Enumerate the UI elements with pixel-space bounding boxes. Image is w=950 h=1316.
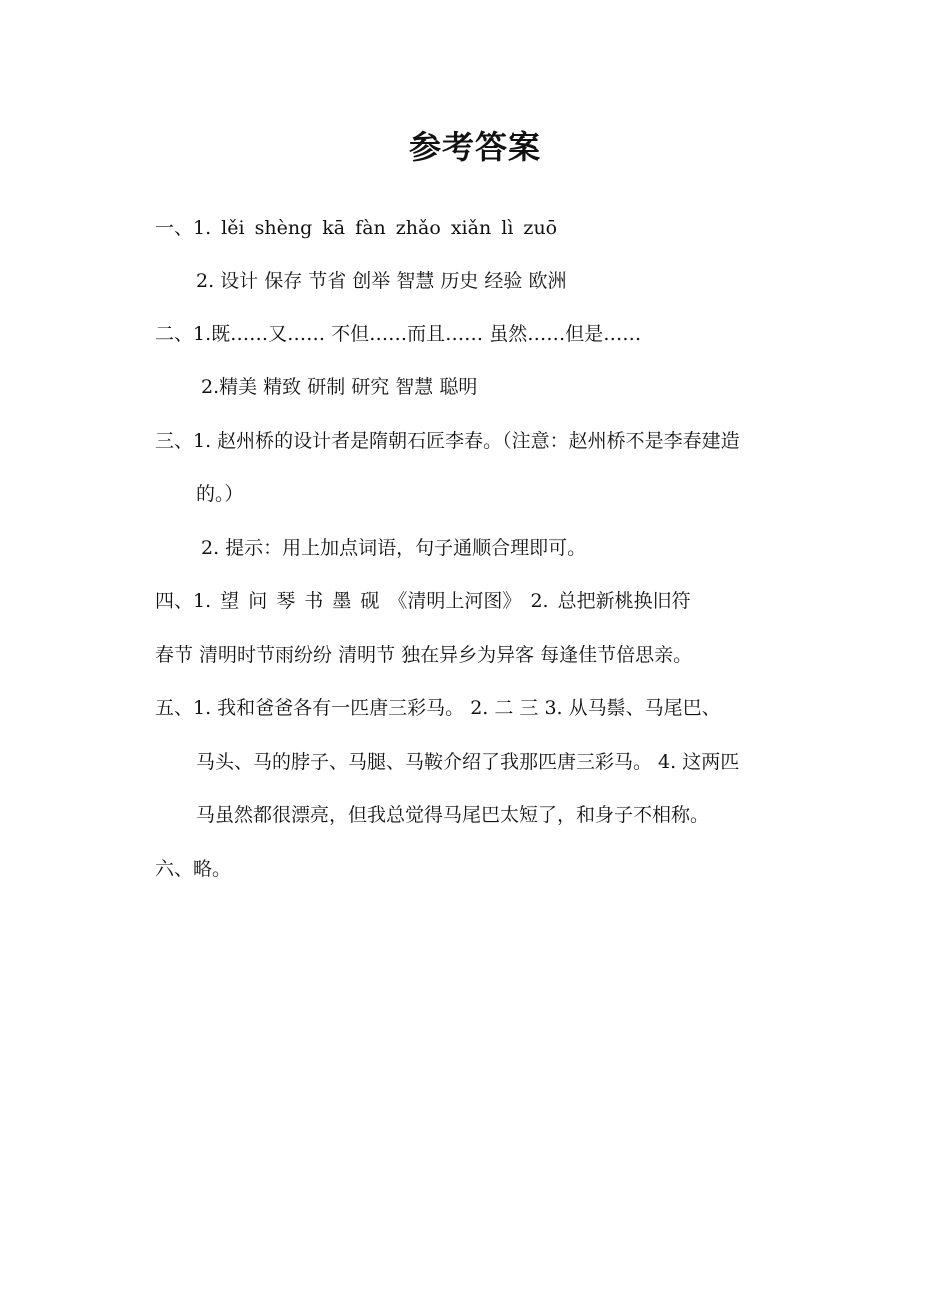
answer-line-3: 二、1.既……又…… 不但……而且…… 虽然……但是……: [155, 323, 642, 345]
answer-line-7: 2. 提示：用上加点词语，句子通顺合理即可。: [201, 537, 587, 559]
answer-line-9: 春节 清明时节雨纷纷 清明节 独在异乡为异客 每逢佳节倍思亲。: [155, 644, 693, 666]
answer-line-1: 一、1. lěi shèng kā fàn zhǎo xiǎn lì zuō: [155, 217, 558, 239]
answer-line-8: 四、1. 望 问 琴 书 墨 砚 《清明上河图》 2. 总把新桃换旧符: [155, 590, 691, 612]
answer-line-5: 三、1. 赵州桥的设计者是隋朝石匠李春。（注意：赵州桥不是李春建造: [155, 430, 740, 452]
answer-line-4: 2.精美 精致 研制 研究 智慧 聪明: [201, 376, 478, 398]
answer-line-2: 2. 设计 保存 节省 创举 智慧 历史 经验 欧洲: [196, 270, 567, 292]
answer-line-6: 的。）: [196, 483, 244, 505]
answer-line-11: 马头、马的脖子、马腿、马鞍介绍了我那匹唐三彩马。 4. 这两匹: [196, 751, 740, 773]
answer-line-13: 六、略。: [155, 858, 232, 880]
answer-line-12: 马虽然都很漂亮，但我总觉得马尾巴太短了，和身子不相称。: [196, 804, 710, 826]
page-title: 参考答案: [408, 128, 541, 166]
answer-line-10: 五、1. 我和爸爸各有一匹唐三彩马。 2. 二 三 3. 从马鬃、马尾巴、: [155, 697, 721, 719]
